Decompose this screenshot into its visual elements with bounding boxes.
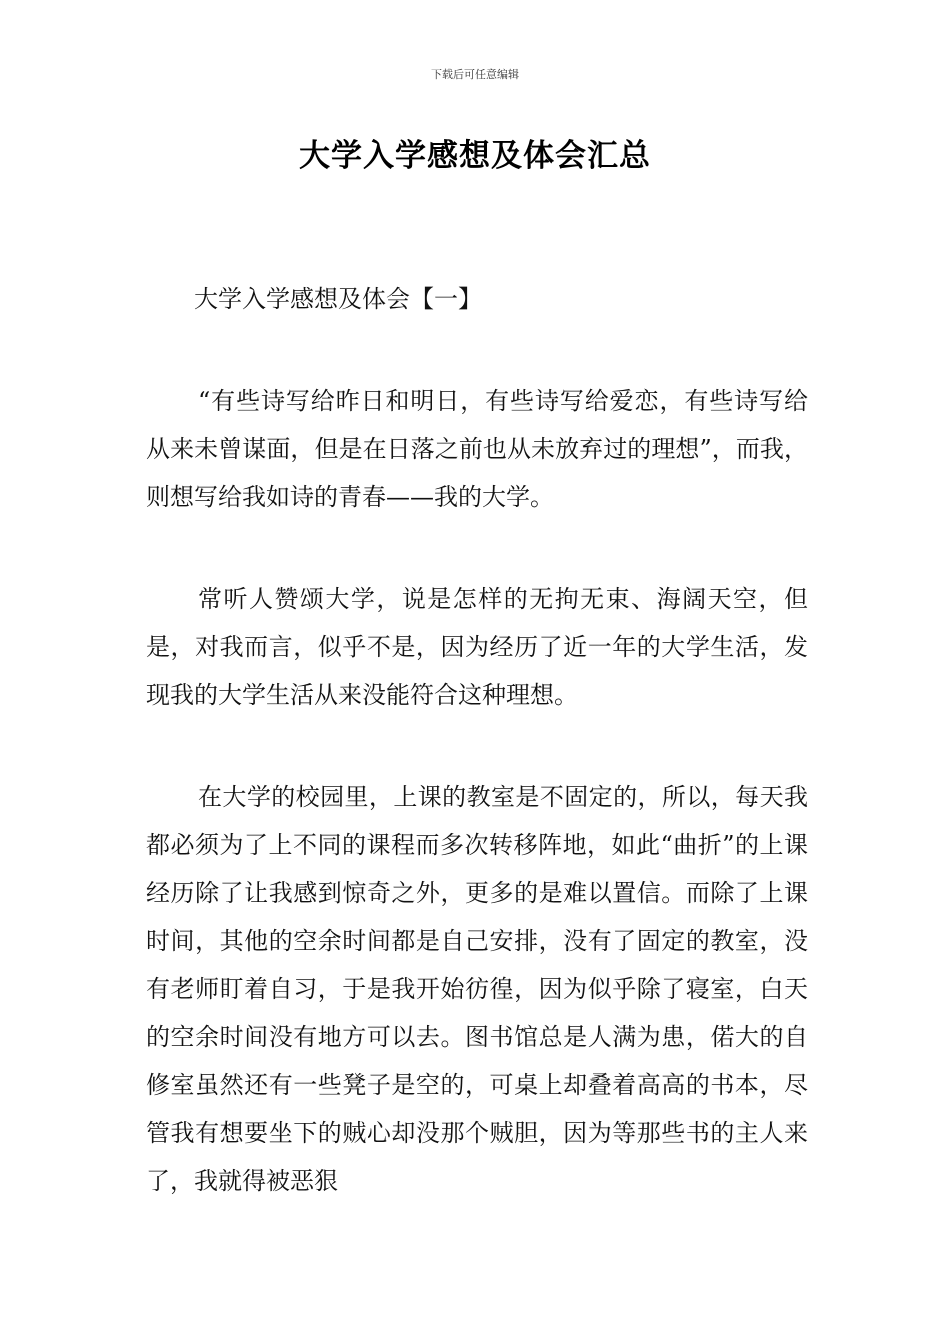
paragraph-3: 在大学的校园里，上课的教室是不固定的，所以，每天我都必须为了上不同的课程而多次转移阵地，如此“曲折”的上课经历除了让我感到惊奇之外，更多的是难以置信。而除了上课时间，其他的空余时间都是自己安排，没有了固定的教室，没有老师盯着自习，于是我开始彷徨，因为似乎除了寝室，白天的空余时间没有地方可以去。图书馆总是人满为患，偌大的自修室虽然还有一些凳子是空的，可桌上却叠着高高的书本，尽管我有想要坐下的贼心却没那个贼胆，因为等那些书的主人来了，我就得被恶狠 xyxy=(146,783,808,1195)
document-body xyxy=(146,275,808,1259)
paragraph-2: 常听人赞颂大学，说是怎样的无拘无束、海阔天空，但是，对我而言，似乎不是，因为经历了近一年的大学生活，发现我的大学生活从来没能符合这种理想。 xyxy=(146,585,808,709)
paragraph-1: “有些诗写给昨日和明日，有些诗写给爱恋，有些诗写给从来未曾谋面，但是在日落之前也从未放弃过的理想”，而我，则想写给我如诗的青春——我的大学。 xyxy=(146,387,808,511)
section-heading: 大学入学感想及体会【一】 xyxy=(194,285,482,313)
document-title: 大学入学感想及体会汇总 xyxy=(299,138,651,174)
header-note: 下载后可任意编辑 xyxy=(431,68,519,81)
